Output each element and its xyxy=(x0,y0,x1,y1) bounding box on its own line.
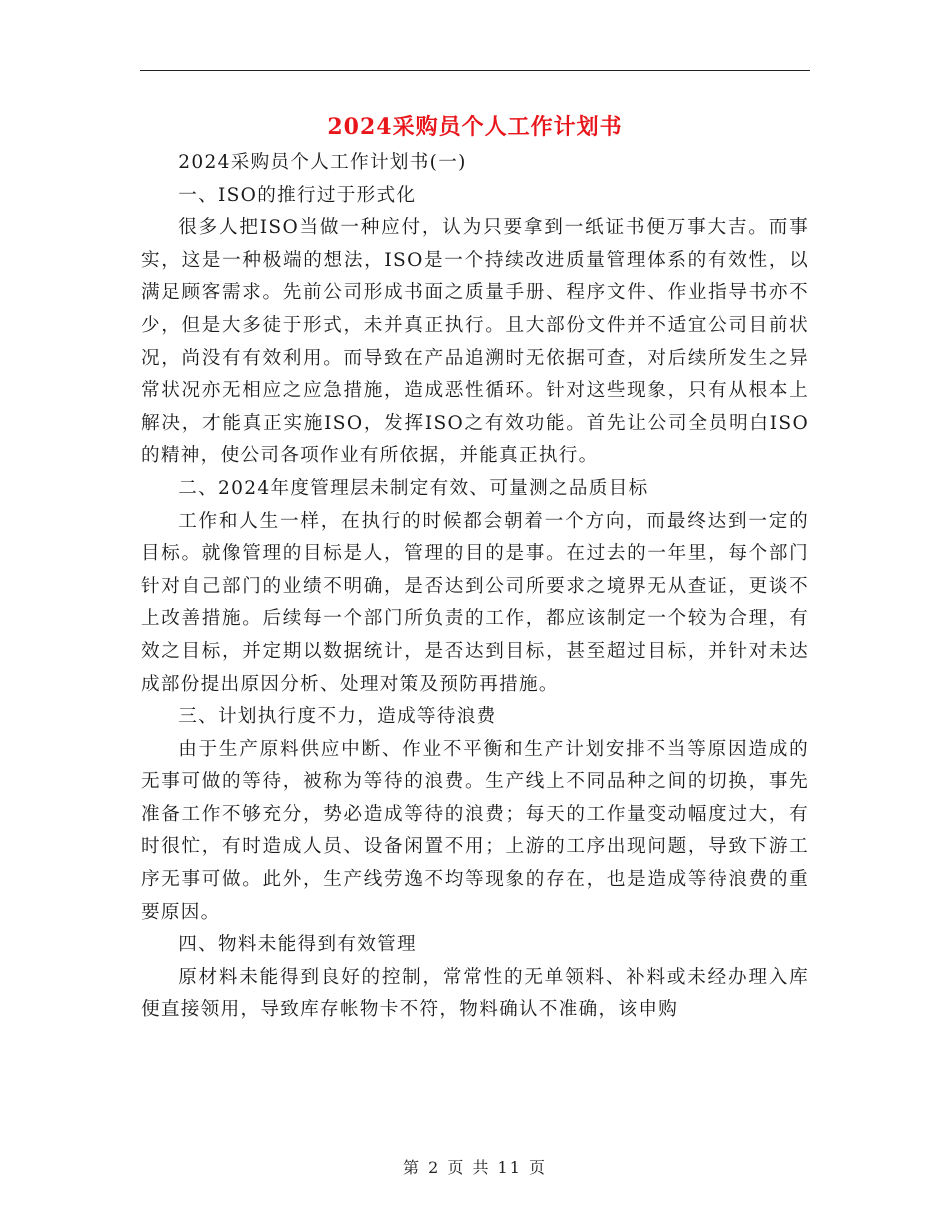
body-paragraph-3: 由于生产原料供应中断、作业不平衡和生产计划安排不当等原因造成的无事可做的等待，被称为等待的浪费。生产线上不同品种之间的切换，事先准备工作不够充分，势必造成等待的浪费；每天的工作量变动幅度过大，有时很忙，有时造成人员、设备闲置不用；上游的工序出现问题，导致下游工序无事可做。此外，生产线劳逸不均等现象的存在，也是造成等待浪费的重要原因。 xyxy=(141,738,809,923)
section-heading-2: 二、2024年度管理层未制定有效、可量测之品质目标 xyxy=(178,477,649,499)
body-paragraph-2: 工作和人生一样，在执行的时候都会朝着一个方向，而最终达到一定的目标。就像管理的目标是人，管理的目的是事。在过去的一年里，每个部门针对自己部门的业绩不明确，是否达到公司所要求之境界无从查证，更谈不上改善措施。后续每一个部门所负责的工作，都应该制定一个较为合理，有效之目标，并定期以数据统计，是否达到目标，甚至超过目标，并针对未达成部份提出原因分析、处理对策及预防再措施。 xyxy=(141,510,809,695)
section-heading-1: 一、ISO的推行过于形式化 xyxy=(178,184,417,206)
document-title: 2024采购员个人工作计划书 xyxy=(327,114,623,140)
page-number-footer: 第 2 页 共 11 页 xyxy=(403,1158,547,1177)
section-heading-4: 四、物料未能得到有效管理 xyxy=(178,934,417,956)
subtitle-paragraph: 2024采购员个人工作计划书(一) xyxy=(178,152,467,173)
body-paragraph-4: 原材料未能得到良好的控制，常常性的无单领料、补料或未经办理入库便直接领用，导致库存帐物卡不符，物料确认不准确，该申购 xyxy=(141,966,809,1021)
header-rule xyxy=(140,70,810,71)
body-paragraph-1: 很多人把ISO当做一种应付，认为只要拿到一纸证书便万事大吉。而事实，这是一种极端的想法，ISO是一个持续改进质量管理体系的有效性，以满足顾客需求。先前公司形成书面之质量手册、程序文件、作业指导书亦不少，但是大多徒于形式，未并真正执行。且大部份文件并不适宜公司目前状况，尚没有有效利用。而导致在产品追溯时无依据可查，对后续所发生之异常状况亦无相应之应急措施，造成恶性循环。针对这些现象，只有从根本上解决，才能真正实施ISO，发挥ISO之有效功能。首先让公司全员明白ISO的精神，使公司各项作业有所依据，并能真正执行。 xyxy=(141,217,809,467)
section-heading-3: 三、计划执行度不力，造成等待浪费 xyxy=(178,706,497,728)
document-body xyxy=(141,147,809,1027)
